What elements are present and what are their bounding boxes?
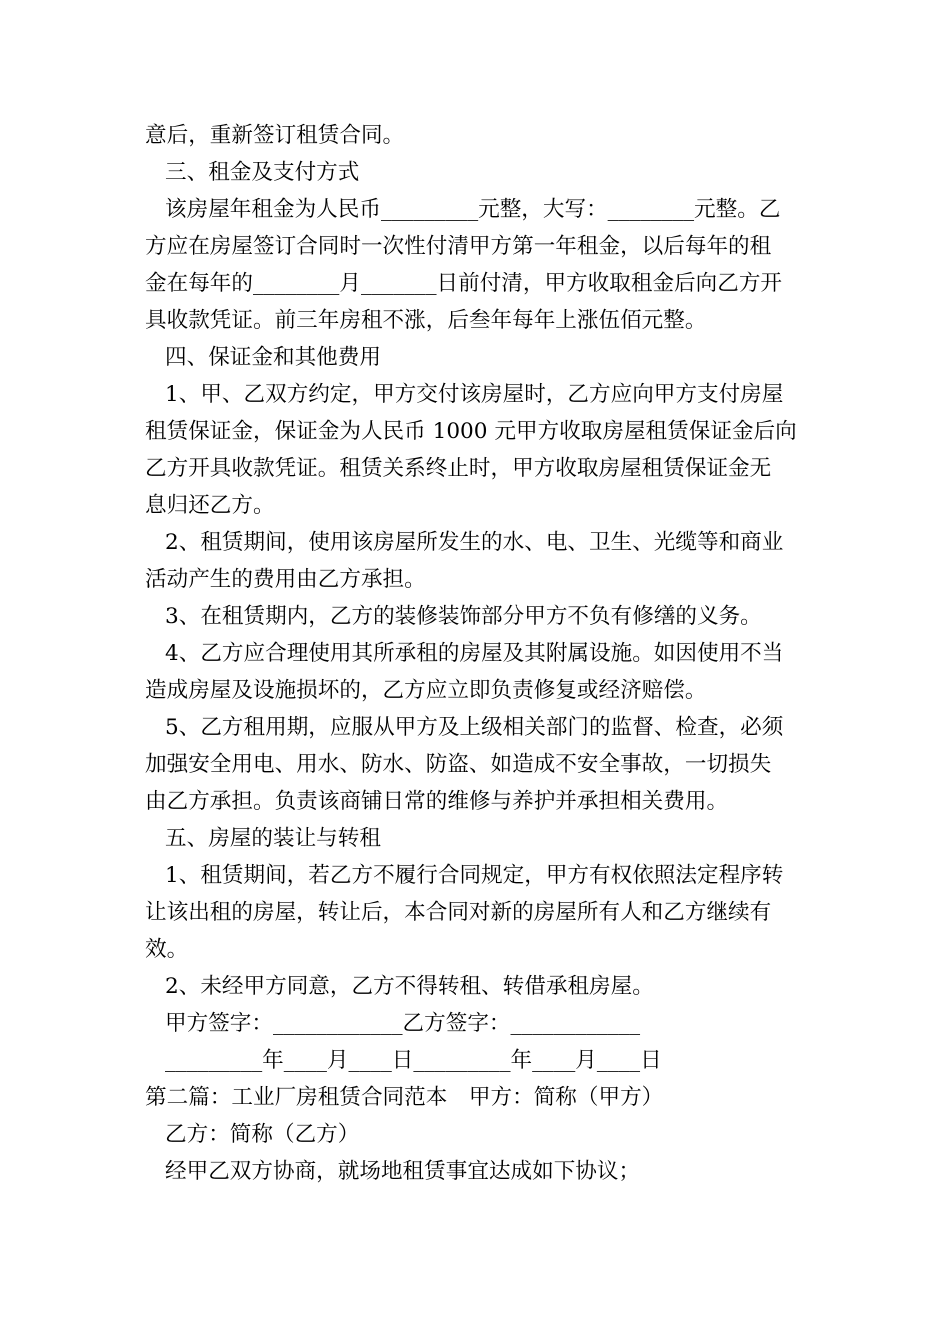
- section-heading: 四、保证金和其他费用: [165, 345, 381, 370]
- paragraph-line: 效。: [145, 937, 189, 962]
- signature-line: 甲方签字：____________乙方签字：____________: [165, 1011, 641, 1036]
- paragraph-line: 经甲乙双方协商，就场地租赁事宜达成如下协议；: [165, 1159, 641, 1184]
- paragraph-line: 2、租赁期间，使用该房屋所发生的水、电、卫生、光缆等和商业: [165, 530, 784, 555]
- paragraph-line: 加强安全用电、用水、防水、防盗、如造成不安全事故，一切损失: [145, 752, 772, 777]
- paragraph-line: 1、租赁期间，若乙方不履行合同规定，甲方有权依照法定程序转: [165, 863, 784, 888]
- section-heading: 三、租金及支付方式: [165, 160, 360, 185]
- paragraph-line: 该房屋年租金为人民币_________元整，大写：________元整。乙: [165, 197, 781, 222]
- paragraph-line: 让该出租的房屋，转让后，本合同对新的房屋所有人和乙方继续有: [145, 900, 772, 925]
- paragraph-line: 5、乙方租用期，应服从甲方及上级相关部门的监督、检查，必须: [165, 715, 784, 740]
- paragraph-line: 2、未经甲方同意，乙方不得转租、转借承租房屋。: [165, 974, 654, 999]
- paragraph-line: 金在每年的________月_______日前付清，甲方收取租金后向乙方开: [145, 271, 783, 296]
- paragraph-line: 具收款凭证。前三年房租不涨，后叁年每年上涨伍佰元整。: [145, 308, 707, 333]
- chapter-heading: 第二篇：工业厂房租赁合同范本 甲方：简称（甲方）: [145, 1085, 664, 1110]
- paragraph-line: 活动产生的费用由乙方承担。: [145, 567, 426, 592]
- paragraph-line: 4、乙方应合理使用其所承租的房屋及其附属设施。如因使用不当: [165, 641, 784, 666]
- party-line: 乙方：简称（乙方）: [165, 1122, 360, 1147]
- paragraph-line: 由乙方承担。负责该商铺日常的维修与养护并承担相关费用。: [145, 789, 729, 814]
- paragraph-line: 3、在租赁期内，乙方的装修装饰部分甲方不负有修缮的义务。: [165, 604, 762, 629]
- paragraph-line: 租赁保证金，保证金为人民币 1000 元甲方收取房屋租赁保证金后向: [145, 419, 797, 444]
- section-heading: 五、房屋的装让与转租: [165, 826, 381, 851]
- paragraph-line: 方应在房屋签订合同时一次性付清甲方第一年租金，以后每年的租: [145, 234, 772, 259]
- date-line: _________年____月____日_________年____月____日: [165, 1048, 662, 1073]
- paragraph-line: 意后，重新签订租赁合同。: [145, 123, 405, 148]
- paragraph-line: 乙方开具收款凭证。租赁关系终止时，甲方收取房屋租赁保证金无: [145, 456, 772, 481]
- paragraph-line: 1、甲、乙双方约定，甲方交付该房屋时，乙方应向甲方支付房屋: [165, 382, 784, 407]
- paragraph-line: 造成房屋及设施损坏的，乙方应立即负责修复或经济赔偿。: [145, 678, 707, 703]
- paragraph-line: 息归还乙方。: [145, 493, 275, 518]
